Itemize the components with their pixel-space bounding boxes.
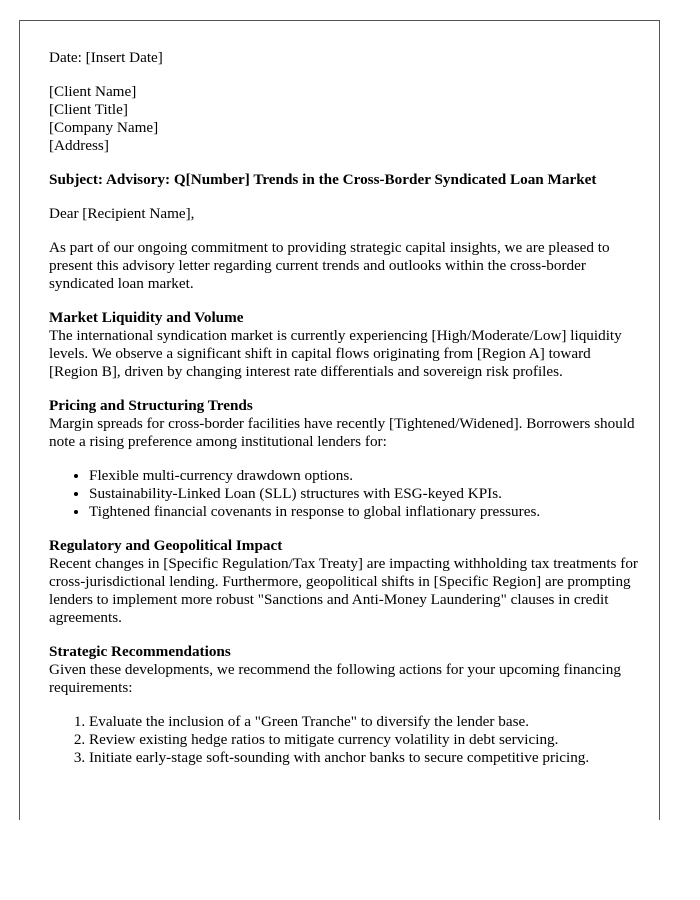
- list-item: 2. Review existing hedge ratios to mitigate currency volatility in debt servicing.: [89, 731, 639, 749]
- list-item: • Sustainability-Linked Loan (SLL) structures with ESG-keyed KPIs.: [89, 485, 639, 503]
- salutation: Dear [Recipient Name],: [49, 205, 195, 222]
- section-heading-liquidity: Market Liquidity and Volume: [49, 309, 244, 326]
- section-heading-pricing: Pricing and Structuring Trends: [49, 397, 253, 414]
- recipient-address-block: [49, 83, 639, 155]
- client-title: [Client Title]: [49, 101, 128, 118]
- date-line: Date: [Insert Date]: [49, 49, 163, 66]
- section-regulatory: [49, 537, 639, 627]
- section-recommendations: [49, 643, 639, 767]
- section-body-pricing: Margin spreads for cross-border facilities have recently [Tightened/Widened]. Borrowers should note a rising preference among institutional lenders for:: [49, 415, 635, 450]
- section-liquidity: [49, 309, 639, 381]
- company-name: [Company Name]: [49, 119, 159, 136]
- list-item: • Flexible multi-currency drawdown options.: [89, 467, 639, 485]
- recommendations-numbered-list: [49, 713, 639, 767]
- intro-paragraph: As part of our ongoing commitment to providing strategic capital insights, we are pleased to present this advisory letter regarding current trends and outlooks within the cross-border syndicated loan market.: [49, 239, 610, 292]
- pricing-bullet-list: [49, 467, 639, 521]
- section-body-recommendations: Given these developments, we recommend the following actions for your upcoming financing requirements:: [49, 661, 621, 696]
- letter-page: [19, 20, 660, 820]
- list-item: 1. Evaluate the inclusion of a "Green Tranche" to diversify the lender base.: [89, 713, 639, 731]
- letter-content: [49, 49, 639, 783]
- address: [Address]: [49, 137, 109, 154]
- subject-line: Subject: Advisory: Q[Number] Trends in the Cross-Border Syndicated Loan Market: [49, 171, 597, 188]
- section-pricing: [49, 397, 639, 521]
- section-body-regulatory: Recent changes in [Specific Regulation/Tax Treaty] are impacting withholding tax treatments for cross-jurisdictional lending. Furthermore, geopolitical shifts in [Specific Region] are prompting lenders to implement more robust "Sanctions and Anti-Money Laundering" clauses in credit agreements.: [49, 555, 638, 626]
- list-item: • Tightened financial covenants in response to global inflationary pressures.: [89, 503, 639, 521]
- list-item: 3. Initiate early-stage soft-sounding with anchor banks to secure competitive pricing.: [89, 749, 639, 767]
- client-name: [Client Name]: [49, 83, 137, 100]
- section-heading-recommendations: Strategic Recommendations: [49, 643, 231, 660]
- section-heading-regulatory: Regulatory and Geopolitical Impact: [49, 537, 283, 554]
- section-body-liquidity: The international syndication market is currently experiencing [High/Moderate/Low] liquidity levels. We observe a significant shift in capital flows originating from [Region A] toward [Region B], driven by changing interest rate differentials and sovereign risk profiles.: [49, 327, 622, 380]
